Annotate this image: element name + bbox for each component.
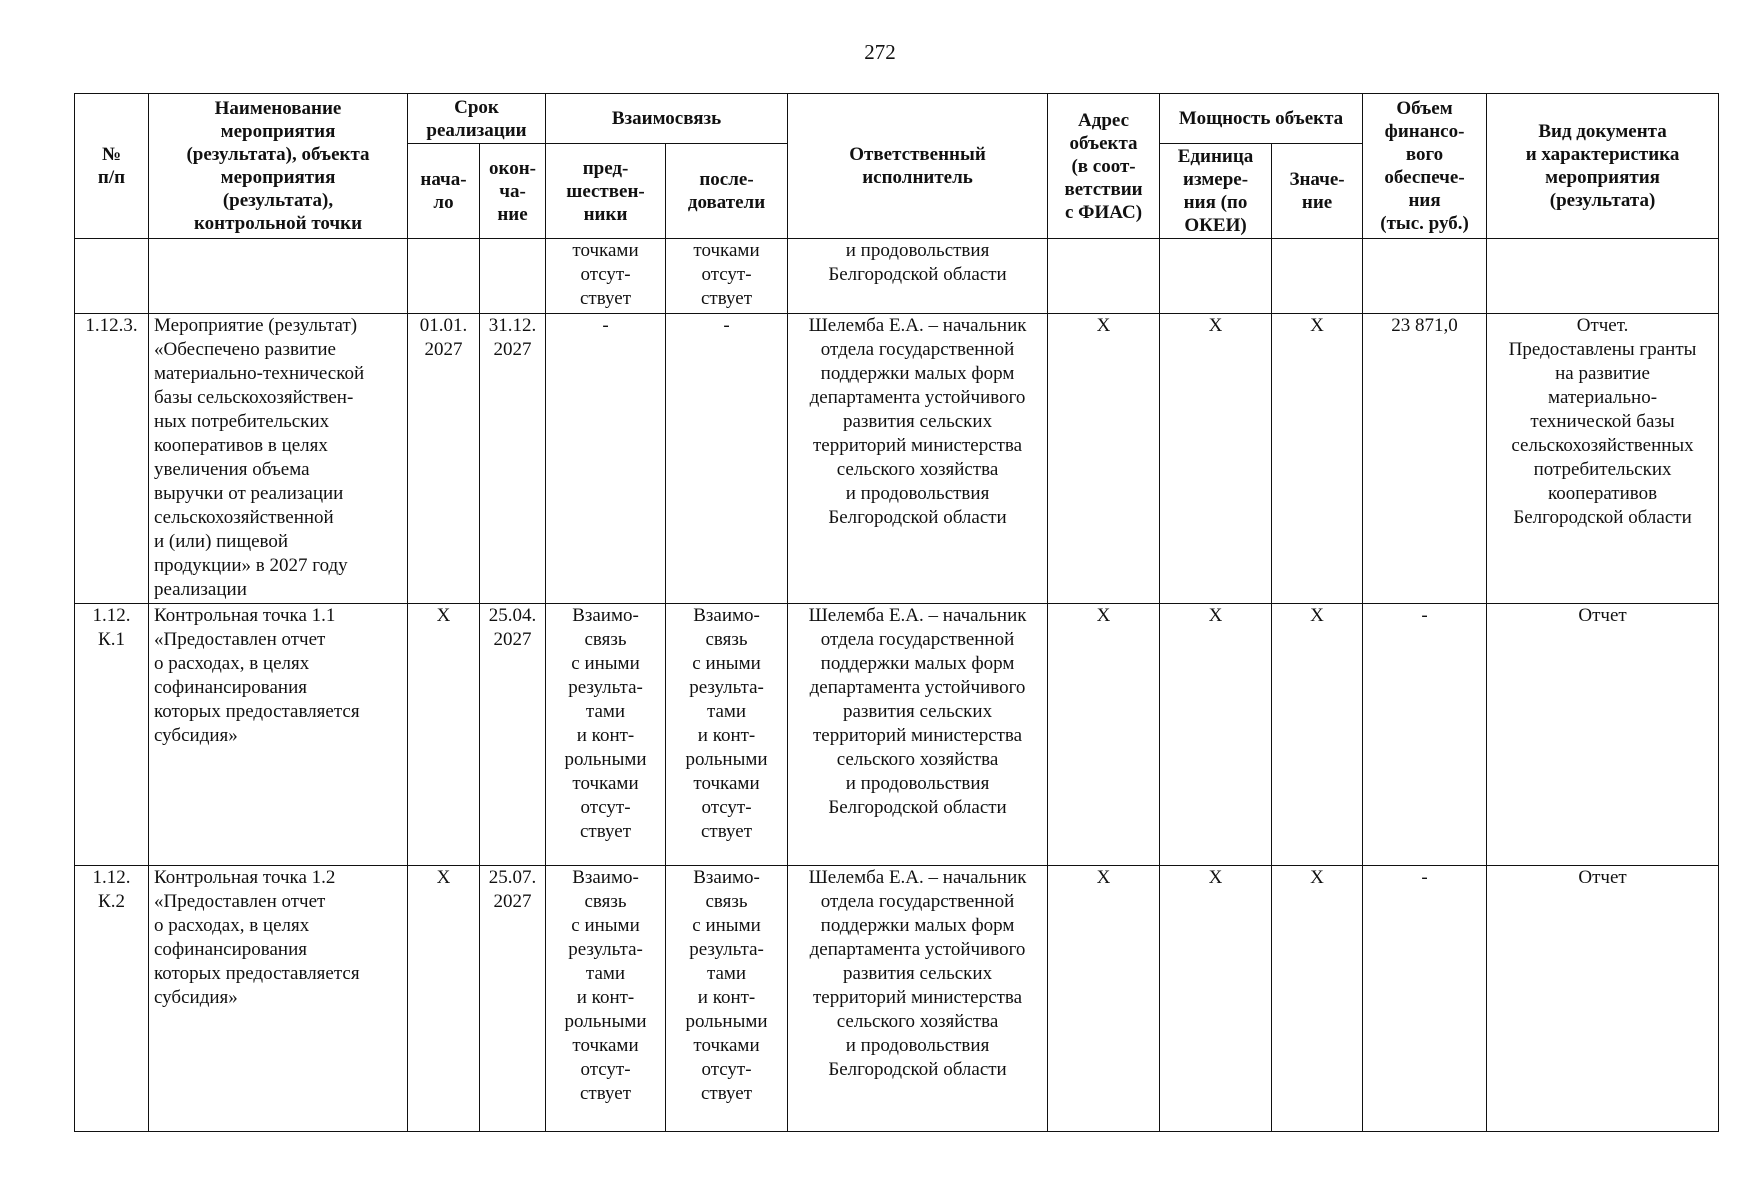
header-doc: Вид документа и характеристика мероприятия (результата) bbox=[1487, 94, 1719, 239]
cell-unit: X bbox=[1160, 866, 1272, 1132]
table-row bbox=[75, 314, 1719, 604]
cell-end: 31.12. 2027 bbox=[480, 314, 546, 604]
header-relation: Взаимосвязь bbox=[546, 94, 788, 144]
cell-predecessors: - bbox=[546, 314, 666, 604]
cell-address: X bbox=[1048, 314, 1160, 604]
cell-start bbox=[408, 239, 480, 314]
cell-predecessors: Взаимо- связь с иными результа- тами и конт- рольными точками отсут- ствует bbox=[546, 604, 666, 866]
cell-doc bbox=[1487, 239, 1719, 314]
cell-finance bbox=[1363, 239, 1487, 314]
cell-unit: X bbox=[1160, 604, 1272, 866]
cell-predecessors: Взаимо- связь с иными результа- тами и конт- рольными точками отсут- ствует bbox=[546, 866, 666, 1132]
cell-num bbox=[75, 239, 149, 314]
cell-responsible: Шелемба Е.А. – начальник отдела государственной поддержки малых форм департамента устойчивого развития сельских территорий министерства сельского хозяйства и продовольствия Белгородской области bbox=[788, 604, 1048, 866]
cell-name: Контрольная точка 1.2 «Предоставлен отчет о расходах, в целях софинансирования которых предоставляется субсидия» bbox=[149, 866, 408, 1132]
cell-end: 25.07. 2027 bbox=[480, 866, 546, 1132]
cell-start: 01.01. 2027 bbox=[408, 314, 480, 604]
cell-finance: - bbox=[1363, 866, 1487, 1132]
table-row bbox=[75, 866, 1719, 1132]
cell-successors: Взаимо- связь с иными результа- тами и конт- рольными точками отсут- ствует bbox=[666, 604, 788, 866]
header-unit: Единица измере- ния (по ОКЕИ) bbox=[1160, 144, 1272, 239]
header-address: Адрес объекта (в соот- ветствии с ФИАС) bbox=[1048, 94, 1160, 239]
cell-num: 1.12. К.1 bbox=[75, 604, 149, 866]
cell-responsible: Шелемба Е.А. – начальник отдела государственной поддержки малых форм департамента устойчивого развития сельских территорий министерства сельского хозяйства и продовольствия Белгородской области bbox=[788, 314, 1048, 604]
cell-doc: Отчет. Предоставлены гранты на развитие материально- технической базы сельскохозяйственных потребительских кооперативов Белгородской области bbox=[1487, 314, 1719, 604]
header-finance: Объем финансо- вого обеспече- ния (тыс. руб.) bbox=[1363, 94, 1487, 239]
cell-name: Контрольная точка 1.1 «Предоставлен отчет о расходах, в целях софинансирования которых предоставляется субсидия» bbox=[149, 604, 408, 866]
plan-table bbox=[74, 93, 1719, 1132]
cell-successors: - bbox=[666, 314, 788, 604]
cell-predecessors: точками отсут- ствует bbox=[546, 239, 666, 314]
cell-start: X bbox=[408, 604, 480, 866]
cell-address: X bbox=[1048, 866, 1160, 1132]
cell-address bbox=[1048, 239, 1160, 314]
cell-unit: X bbox=[1160, 314, 1272, 604]
header-successors: после- дователи bbox=[666, 144, 788, 239]
page-number: 272 bbox=[864, 40, 896, 64]
header-value: Значе- ние bbox=[1272, 144, 1363, 239]
header-capacity: Мощность объекта bbox=[1160, 94, 1363, 144]
cell-value: X bbox=[1272, 604, 1363, 866]
cell-successors: точками отсут- ствует bbox=[666, 239, 788, 314]
header-start: нача- ло bbox=[408, 144, 480, 239]
cell-successors: Взаимо- связь с иными результа- тами и конт- рольными точками отсут- ствует bbox=[666, 866, 788, 1132]
cell-num: 1.12.3. bbox=[75, 314, 149, 604]
header-num: № п/п bbox=[75, 94, 149, 239]
cell-start: X bbox=[408, 866, 480, 1132]
cell-value: X bbox=[1272, 866, 1363, 1132]
cell-end: 25.04. 2027 bbox=[480, 604, 546, 866]
header-end: окон- ча- ние bbox=[480, 144, 546, 239]
header-predecessors: пред- шествен- ники bbox=[546, 144, 666, 239]
header-name: Наименование мероприятия (результата), объекта мероприятия (результата), контрольной точки bbox=[149, 94, 408, 239]
cell-value bbox=[1272, 239, 1363, 314]
cell-finance: - bbox=[1363, 604, 1487, 866]
header-responsible: Ответственный исполнитель bbox=[788, 94, 1048, 239]
cell-doc: Отчет bbox=[1487, 604, 1719, 866]
table-row bbox=[75, 604, 1719, 866]
cell-end bbox=[480, 239, 546, 314]
cell-address: X bbox=[1048, 604, 1160, 866]
table-header bbox=[75, 94, 1719, 239]
cell-unit bbox=[1160, 239, 1272, 314]
cell-name: Мероприятие (результат) «Обеспечено развитие материально-технической базы сельскохозяйствен- ных потребительских кооперативов в целях увеличения объема выручки от реализации сельскохозяйственной и (или) пищевой продукции» в 2027 году реализации bbox=[149, 314, 408, 604]
cell-doc: Отчет bbox=[1487, 866, 1719, 1132]
cell-finance: 23 871,0 bbox=[1363, 314, 1487, 604]
table-row-continuation bbox=[75, 239, 1719, 314]
cell-responsible: Шелемба Е.А. – начальник отдела государственной поддержки малых форм департамента устойчивого развития сельских территорий министерства сельского хозяйства и продовольствия Белгородской области bbox=[788, 866, 1048, 1132]
cell-value: X bbox=[1272, 314, 1363, 604]
header-term: Срок реализации bbox=[408, 94, 546, 144]
cell-num: 1.12. К.2 bbox=[75, 866, 149, 1132]
cell-name bbox=[149, 239, 408, 314]
cell-responsible: и продовольствия Белгородской области bbox=[788, 239, 1048, 314]
